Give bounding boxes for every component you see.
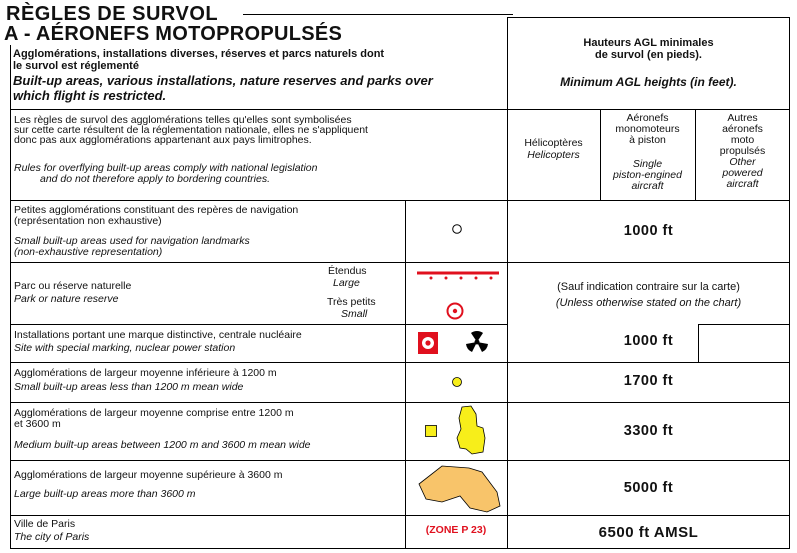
park-large-en: Large [333, 277, 360, 289]
col-mono-fr-line1: Aéronefs [626, 112, 669, 124]
title-line1: RÈGLES DE SURVOL [6, 3, 219, 25]
row-divider-install [10, 362, 790, 363]
col-heli-en: Helicopters [527, 149, 580, 161]
built-up-medium-square-icon [424, 424, 438, 438]
row-divider-header [10, 200, 790, 201]
lt1200-en: Small built-up areas less than 1200 m mean wide [14, 381, 244, 393]
special-marking-icon [418, 332, 438, 354]
install-fr: Installations portant une marque distinctive, centrale nucléaire [14, 329, 302, 341]
gt3600-en: Large built-up areas more than 3600 m [14, 488, 196, 500]
install-en: Site with special marking, nuclear power station [14, 342, 236, 354]
row-divider-gt3600 [10, 515, 790, 516]
built-up-small-dot-icon [450, 375, 464, 389]
small-height: 1000 ft [623, 223, 674, 239]
small-landmark-circle-icon [451, 223, 463, 235]
col-mono-en-line3: aircraft [631, 180, 664, 192]
gt3600-fr: Agglomérations de largeur moyenne supérieure à 3600 m [14, 469, 283, 481]
intro-en-line1: Built-up areas, various installations, nature reserves and parks over [13, 73, 433, 88]
paris-height: 6500 ft AMSL [598, 524, 699, 541]
park-small-en: Small [341, 308, 368, 320]
row-divider-mid [10, 460, 790, 461]
col-other-en-line2: powered [722, 167, 763, 179]
row-divider-small [10, 262, 790, 263]
col-other-fr-line4: propulsés [719, 145, 766, 157]
small-fr-line2: (représentation non exhaustive) [14, 215, 162, 227]
paris-zone: (ZONE P 23) [425, 524, 487, 536]
park-fr: Parc ou réserve naturelle [14, 280, 132, 292]
row-divider-lt1200 [10, 402, 790, 403]
mid-height: 3300 ft [623, 423, 674, 439]
col-mono-fr-line3: à piston [629, 134, 666, 146]
park-small-target-icon [445, 301, 465, 321]
col-mono-fr-line2: monomoteurs [615, 123, 680, 135]
col-divider-symbol [405, 200, 406, 549]
col-mono-en-line2: piston-engined [613, 169, 682, 181]
title-rule [243, 14, 513, 15]
col-other-fr-line1: Autres [727, 112, 758, 124]
lt1200-fr: Agglomérations de largeur moyenne inférieure à 1200 m [14, 367, 277, 379]
gt3600-height: 5000 ft [623, 480, 674, 496]
heights-header-en: Minimum AGL heights (in feet). [560, 75, 737, 89]
mid-fr-line2: et 3600 m [14, 418, 61, 430]
park-small-fr: Très petits [327, 296, 376, 308]
col-heli-fr: Hélicoptères [524, 137, 583, 149]
col-other-fr-line3: moto [730, 134, 755, 146]
small-fr-line1: Petites agglomérations constituant des repères de navigation [14, 204, 299, 216]
park-note-fr: (Sauf indication contraire sur la carte) [557, 281, 740, 293]
note-en-line2: and do not therefore apply to bordering countries. [40, 173, 270, 185]
paris-fr: Ville de Paris [14, 518, 76, 530]
built-up-medium-area-icon [452, 404, 492, 458]
mid-en: Medium built-up areas between 1200 m and 3600 m mean wide [14, 439, 311, 451]
park-large-boundary-icon [413, 268, 503, 284]
install-height: 1000 ft [623, 333, 674, 349]
small-en-line2: (non-exhaustive representation) [14, 246, 163, 258]
park-large-fr: Étendus [328, 265, 367, 277]
heights-header-frame [507, 17, 790, 110]
col-other-en-line3: aircraft [726, 178, 759, 190]
note-fr-line3: donc pas aux agglomérations appartenant aux pays limitrophes. [14, 134, 312, 146]
heights-header-fr-line1: Hauteurs AGL minimales [583, 37, 714, 49]
col-other-en-line1: Other [729, 156, 756, 168]
col-other-fr-line2: aéronefs [722, 123, 763, 135]
note-en-line1: Rules for overflying built-up areas comply with national legislation [14, 162, 318, 174]
intro-fr-line2: le survol est réglementé [13, 60, 139, 72]
note-fr-line2: sur cette carte résultent de la réglementation nationale, elles ne s'appliquent [14, 124, 368, 136]
mid-fr-line1: Agglomérations de largeur moyenne comprise entre 1200 m [14, 407, 294, 419]
park-en: Park or nature reserve [14, 293, 119, 305]
col-mono-en-line1: Single [632, 158, 663, 170]
lt1200-height: 1700 ft [623, 373, 674, 389]
row-divider-park [10, 324, 507, 325]
heights-header-fr-line2: de survol (en pieds). [595, 49, 702, 61]
small-en-line1: Small built-up areas used for navigation landmarks [14, 235, 250, 247]
title-line2: A - AÉRONEFS MOTOPROPULSÉS [4, 23, 343, 45]
row-divider-park-right [698, 324, 790, 325]
note-fr-line1: Les règles de survol des agglomérations telles qu'elles sont symbolisées [14, 114, 352, 126]
built-up-large-area-icon [412, 462, 504, 514]
park-note-en: (Unless otherwise stated on the chart) [555, 297, 742, 309]
paris-en: The city of Paris [14, 531, 90, 543]
nuclear-power-station-icon [465, 331, 489, 355]
intro-en-line2: which flight is restricted. [13, 88, 167, 103]
intro-fr-line1: Agglomérations, installations diverses, réserves et parcs naturels dont [13, 48, 385, 60]
